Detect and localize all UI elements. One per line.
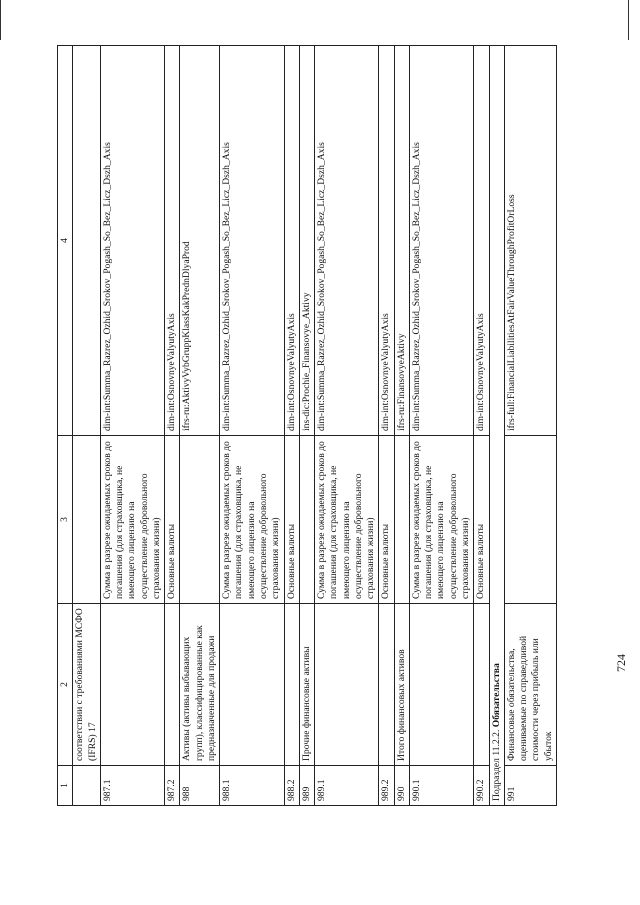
indicator-name-cell [220, 604, 284, 766]
header-cell: 4 [58, 46, 73, 436]
xbrl-element-cell: dim-int:OsnovnyeValyutyAxis [474, 46, 489, 436]
page-number: 724 [614, 654, 628, 672]
row-number-cell: 990 [394, 766, 409, 806]
row-number-cell: 988.1 [220, 766, 284, 806]
header-row [58, 46, 73, 806]
row-number-cell: 989.2 [379, 766, 394, 806]
xbrl-element-cell: ifrs-full:FinancialLiabilitiesAtFairValueThroughProfitOrLoss [504, 46, 556, 436]
table-row [394, 46, 409, 806]
indicator-name-cell [315, 604, 379, 766]
subsection-heading [489, 46, 504, 806]
table-row [165, 46, 180, 806]
dimension-name-cell [299, 436, 314, 604]
dimension-name-cell: Основные валюты [474, 436, 489, 604]
table-row [504, 46, 556, 806]
rotated-table-container [57, 46, 554, 806]
header-cell: 1 [58, 766, 73, 806]
table-row [409, 46, 473, 806]
xbrl-element-cell: dim-int:Summa_Razrez_Ozhid_Srokov_Pogash_So_Bez_Licz_Dszh_Axis [315, 46, 379, 436]
xbrl-element-cell: dim-int:Summa_Razrez_Ozhid_Srokov_Pogash_So_Bez_Licz_Dszh_Axis [100, 46, 164, 436]
row-number-cell [73, 766, 101, 806]
xbrl-element-cell: ins-dic:Prochie_Finansovye_Aktivy [299, 46, 314, 436]
table-row [379, 46, 394, 806]
xbrl-element-cell: ifrs-ru:AktivyVybGruppKlassKakPrednDlyaProd [180, 46, 220, 436]
header-cell: 3 [58, 436, 73, 604]
xbrl-element-cell: dim-int:Summa_Razrez_Ozhid_Srokov_Pogash_So_Bez_Licz_Dszh_Axis [220, 46, 284, 436]
dimension-name-cell [180, 436, 220, 604]
xbrl-element-cell [73, 46, 101, 436]
dimension-name-cell [73, 436, 101, 604]
dimension-name-cell [504, 436, 556, 604]
table-row [284, 46, 299, 806]
xbrl-element-cell: dim-int:OsnovnyeValyutyAxis [284, 46, 299, 436]
indicator-name-cell: Активы (активы выбывающих групп), классифицированные как предназначенные для продажи [180, 604, 220, 766]
subsection-row [489, 46, 504, 806]
indicator-name-cell [409, 604, 473, 766]
subsection-title: Обязательства [490, 663, 502, 728]
xbrl-element-cell: ifrs-ru:FinansovyeAktivy [394, 46, 409, 436]
table-row [73, 46, 101, 806]
table-row [180, 46, 220, 806]
indicator-name-cell [100, 604, 164, 766]
indicator-name-cell: соответствии с требованиями МСФО (IFRS) 17 [73, 604, 101, 766]
indicator-name-cell: Финансовые обязательства, оцениваемые по справедливой стоимости через прибыль или убыток [504, 604, 556, 766]
dimension-name-cell: Основные валюты [165, 436, 180, 604]
indicator-name-cell [284, 604, 299, 766]
table-row [315, 46, 379, 806]
indicator-name-cell: Итого финансовых активов [394, 604, 409, 766]
taxonomy-table [57, 45, 557, 806]
row-number-cell: 991 [504, 766, 556, 806]
dimension-name-cell: Основные валюты [284, 436, 299, 604]
dimension-name-cell: Сумма в разрезе ожидаемых сроков до погашения (для страховщика, не имеющего лицензию на осуществление добровольного страхования жизни) [315, 436, 379, 604]
xbrl-element-cell: dim-int:OsnovnyeValyutyAxis [165, 46, 180, 436]
table-row [299, 46, 314, 806]
row-number-cell: 990.1 [409, 766, 473, 806]
table-row [220, 46, 284, 806]
header-cell: 2 [58, 604, 73, 766]
row-number-cell: 987.1 [100, 766, 164, 806]
dimension-name-cell: Сумма в разрезе ожидаемых сроков до погашения (для страховщика, не имеющего лицензию на осуществление добровольного страхования жизни) [100, 436, 164, 604]
table-row [474, 46, 489, 806]
dimension-name-cell: Сумма в разрезе ожидаемых сроков до погашения (для страховщика, не имеющего лицензию на осуществление добровольного страхования жизни) [409, 436, 473, 604]
row-number-cell: 987.2 [165, 766, 180, 806]
row-number-cell: 989.1 [315, 766, 379, 806]
table-body [73, 46, 557, 806]
dimension-name-cell: Сумма в разрезе ожидаемых сроков до погашения (для страховщика, не имеющего лицензию на осуществление добровольного страхования жизни) [220, 436, 284, 604]
dimension-name-cell [394, 436, 409, 604]
margin-rule-left [0, 0, 1, 40]
row-number-cell: 989 [299, 766, 314, 806]
margin-rule-right [628, 0, 629, 40]
indicator-name-cell: Прочие финансовые активы [299, 604, 314, 766]
row-number-cell: 990.2 [474, 766, 489, 806]
xbrl-element-cell: dim-int:Summa_Razrez_Ozhid_Srokov_Pogash_So_Bez_Licz_Dszh_Axis [409, 46, 473, 436]
dimension-name-cell: Основные валюты [379, 436, 394, 604]
indicator-name-cell [474, 604, 489, 766]
xbrl-element-cell: dim-int:OsnovnyeValyutyAxis [379, 46, 394, 436]
row-number-cell: 988 [180, 766, 220, 806]
subsection-prefix: Подраздел 11.2.2. [490, 727, 502, 801]
row-number-cell: 988.2 [284, 766, 299, 806]
indicator-name-cell [165, 604, 180, 766]
indicator-name-cell [379, 604, 394, 766]
table-row [100, 46, 164, 806]
